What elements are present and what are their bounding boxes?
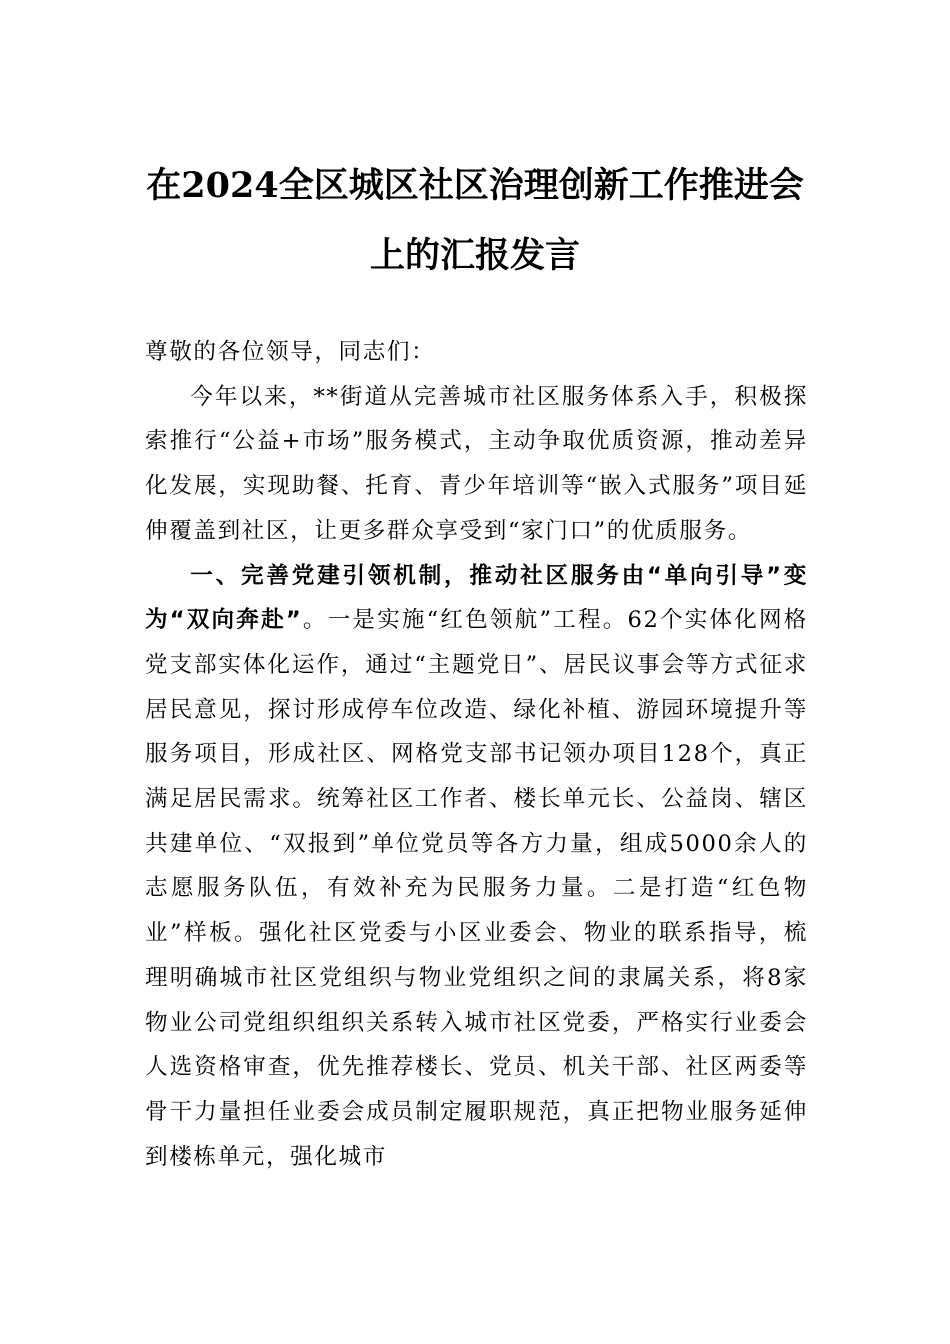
document-body: [145, 330, 808, 1179]
section-1-body: 。一是实施“红色领航”工程。62个实体化网格党支部实体化运作，通过“主题党日”、居民议事会等方式征求居民意见，探讨形成停车位改造、绿化补植、游园环境提升等服务项目，形成社区、网格党支部书记领办项目128个，真正满足居民需求。统筹社区工作者、楼长单元长、公益岗、辖区共建单位、“双报到”单位党员等各方力量，组成5000余人的志愿服务队伍，有效补充为民服务力量。二是打造“红色物业”样板。强化社区党委与小区业委会、物业的联系指导，梳理明确城市社区党组织与物业党组织之间的隶属关系，将8家物业公司党组织组织关系转入城市社区党委，严格实行业委会人选资格审查，优先推荐楼长、党员、机关干部、社区两委等骨干力量担任业委会成员制定履职规范，真正把物业服务延伸到楼栋单元，强化城市: [145, 607, 808, 1170]
document-title-line-2: 上的汇报发言: [369, 235, 580, 276]
document-title-line-1: 在2024全区城区社区治理创新工作推进会: [146, 165, 804, 206]
section-1-paragraph: [145, 554, 808, 1180]
section-1-heading: 一、完善党建引领机制，推动社区服务由“单向引导”变为“双向奔赴”: [145, 562, 808, 634]
intro-paragraph: 今年以来，**街道从完善城市社区服务体系入手，积极探索推行“公益+市场”服务模式，主动争取优质资源，推动差异化发展，实现助餐、托育、青少年培训等“嵌入式服务”项目延伸覆盖到社区，让更多群众享受到“家门口”的优质服务。: [145, 383, 808, 544]
salutation: 尊敬的各位领导，同志们：: [145, 339, 436, 365]
